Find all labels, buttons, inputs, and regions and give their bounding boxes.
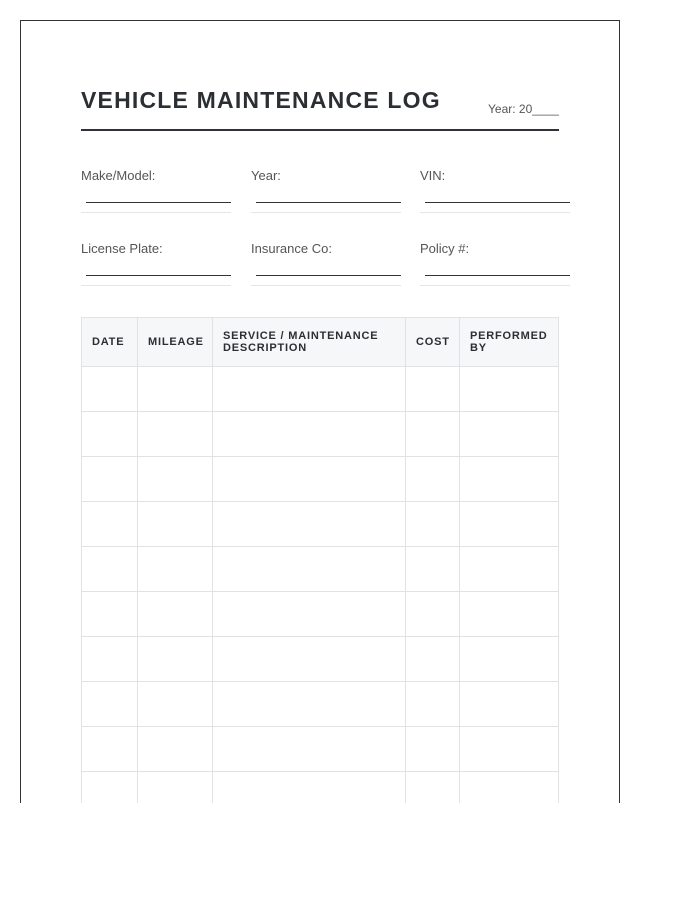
- table-cell[interactable]: [82, 637, 138, 682]
- field-underline: [81, 285, 231, 286]
- license-plate-label: License Plate:: [81, 241, 163, 256]
- table-cell[interactable]: [406, 727, 460, 772]
- table-cell[interactable]: [138, 592, 213, 637]
- table-row: [82, 547, 559, 592]
- table-cell[interactable]: [213, 772, 406, 804]
- table-cell[interactable]: [460, 367, 559, 412]
- table-cell[interactable]: [460, 412, 559, 457]
- table-cell[interactable]: [82, 412, 138, 457]
- insurance-line: [256, 275, 401, 276]
- table-cell[interactable]: [138, 547, 213, 592]
- policy-label: Policy #:: [420, 241, 470, 256]
- field-underline: [81, 212, 231, 213]
- table-cell[interactable]: [406, 637, 460, 682]
- maintenance-table: [81, 317, 559, 803]
- table-cell[interactable]: [82, 682, 138, 727]
- table-cell[interactable]: [138, 412, 213, 457]
- table-cell[interactable]: [406, 502, 460, 547]
- table-cell[interactable]: [406, 772, 460, 804]
- table-cell[interactable]: [460, 637, 559, 682]
- col-description: SERVICE / MAINTENANCE DESCRIPTION: [213, 318, 406, 367]
- table-cell[interactable]: [213, 637, 406, 682]
- field-underline: [251, 212, 401, 213]
- table-cell[interactable]: [213, 547, 406, 592]
- table-row: [82, 457, 559, 502]
- table-cell[interactable]: [138, 637, 213, 682]
- table-cell[interactable]: [138, 772, 213, 804]
- col-mileage: MILEAGE: [138, 318, 213, 367]
- log-page: [20, 20, 620, 803]
- policy-line: [425, 275, 570, 276]
- table-cell[interactable]: [138, 457, 213, 502]
- table-cell[interactable]: [213, 412, 406, 457]
- license-plate-line: [86, 275, 231, 276]
- table-cell[interactable]: [460, 547, 559, 592]
- table-cell[interactable]: [82, 592, 138, 637]
- insurance-field[interactable]: [251, 241, 401, 301]
- table-cell[interactable]: [460, 502, 559, 547]
- table-cell[interactable]: [406, 457, 460, 502]
- table-row: [82, 682, 559, 727]
- table-row: [82, 727, 559, 772]
- col-cost: COST: [406, 318, 460, 367]
- table-row: [82, 367, 559, 412]
- table-cell[interactable]: [460, 682, 559, 727]
- vin-label: VIN:: [420, 168, 446, 183]
- field-underline: [251, 285, 401, 286]
- table-cell[interactable]: [406, 592, 460, 637]
- table-cell[interactable]: [82, 367, 138, 412]
- page-title: VEHICLE MAINTENANCE LOG: [81, 87, 441, 113]
- table-body: [82, 367, 559, 804]
- license-plate-field[interactable]: [81, 241, 231, 301]
- make-model-label: Make/Model:: [81, 168, 156, 183]
- field-underline: [420, 285, 570, 286]
- table-cell[interactable]: [213, 502, 406, 547]
- table-row: [82, 412, 559, 457]
- table-cell[interactable]: [460, 727, 559, 772]
- table-cell[interactable]: [460, 457, 559, 502]
- table-cell[interactable]: [213, 457, 406, 502]
- table-cell[interactable]: [138, 727, 213, 772]
- make-model-field[interactable]: [81, 168, 231, 228]
- table-row: [82, 592, 559, 637]
- table-cell[interactable]: [82, 727, 138, 772]
- table-cell[interactable]: [460, 592, 559, 637]
- table-cell[interactable]: [406, 682, 460, 727]
- table-cell[interactable]: [82, 502, 138, 547]
- vin-field[interactable]: [420, 168, 570, 228]
- col-performed-by: PERFORMED BY: [460, 318, 559, 367]
- table-cell[interactable]: [82, 547, 138, 592]
- table-cell[interactable]: [138, 367, 213, 412]
- table-cell[interactable]: [213, 682, 406, 727]
- table-cell[interactable]: [213, 592, 406, 637]
- table-cell[interactable]: [406, 547, 460, 592]
- table-cell[interactable]: [138, 682, 213, 727]
- table-row: [82, 772, 559, 804]
- table-cell[interactable]: [460, 772, 559, 804]
- table-cell[interactable]: [138, 502, 213, 547]
- year-line: [256, 202, 401, 203]
- table-cell[interactable]: [406, 412, 460, 457]
- table-cell[interactable]: [213, 367, 406, 412]
- policy-field[interactable]: [420, 241, 570, 301]
- table-cell[interactable]: [213, 727, 406, 772]
- make-model-line: [86, 202, 231, 203]
- table-cell[interactable]: [82, 457, 138, 502]
- field-underline: [420, 212, 570, 213]
- table-header-row: [82, 318, 559, 367]
- title-divider: [81, 129, 559, 131]
- insurance-label: Insurance Co:: [251, 241, 332, 256]
- table-row: [82, 502, 559, 547]
- vin-line: [425, 202, 570, 203]
- year-label: Year:: [251, 168, 281, 183]
- table-row: [82, 637, 559, 682]
- col-date: DATE: [82, 318, 138, 367]
- year-input-field[interactable]: [251, 168, 401, 228]
- table-cell[interactable]: [82, 772, 138, 804]
- year-field: Year: 20____: [488, 102, 559, 116]
- table-cell[interactable]: [406, 367, 460, 412]
